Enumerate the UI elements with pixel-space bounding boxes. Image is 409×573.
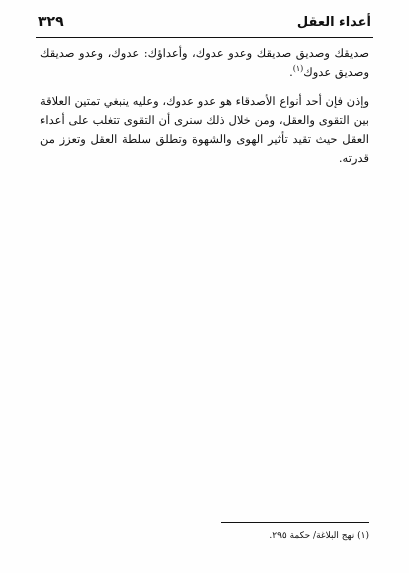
page-header [38,13,371,35]
paragraph-1-tail: . [289,65,293,79]
body-text [40,44,369,178]
footnote-text: نهج البلاغة/ حكمة ٢٩٥. [269,531,355,541]
header-divider [36,37,373,38]
page-number: ٣٢٩ [38,14,64,30]
paragraph-1 [40,44,369,82]
footnote-reference: (١) [292,64,304,74]
paragraph-2 [40,92,369,168]
footnote [40,530,369,543]
paragraph-2-text: وإذن فإن أحد أنواع الأصدقاء هو عدو عدوك، وعليه ينبغي تمتين العلاقة بين التقوى والعقل، ومن خلال ذلك سنرى أن التقوى تتغلب على أعداء العقل حيث تقيد تأثير الهوى والشهوة وتطلق سلطة العقل وتعزز من قدرته. [40,94,369,165]
footnote-divider [221,522,369,523]
footnote-marker: (١) [357,531,369,541]
paragraph-1-text: صديقك وصديق صديقك وعدو عدوك، وأعداؤك: عدوك، وعدو صديقك وصديق عدوك [40,46,369,79]
running-title: أعداء العقل [296,15,371,30]
